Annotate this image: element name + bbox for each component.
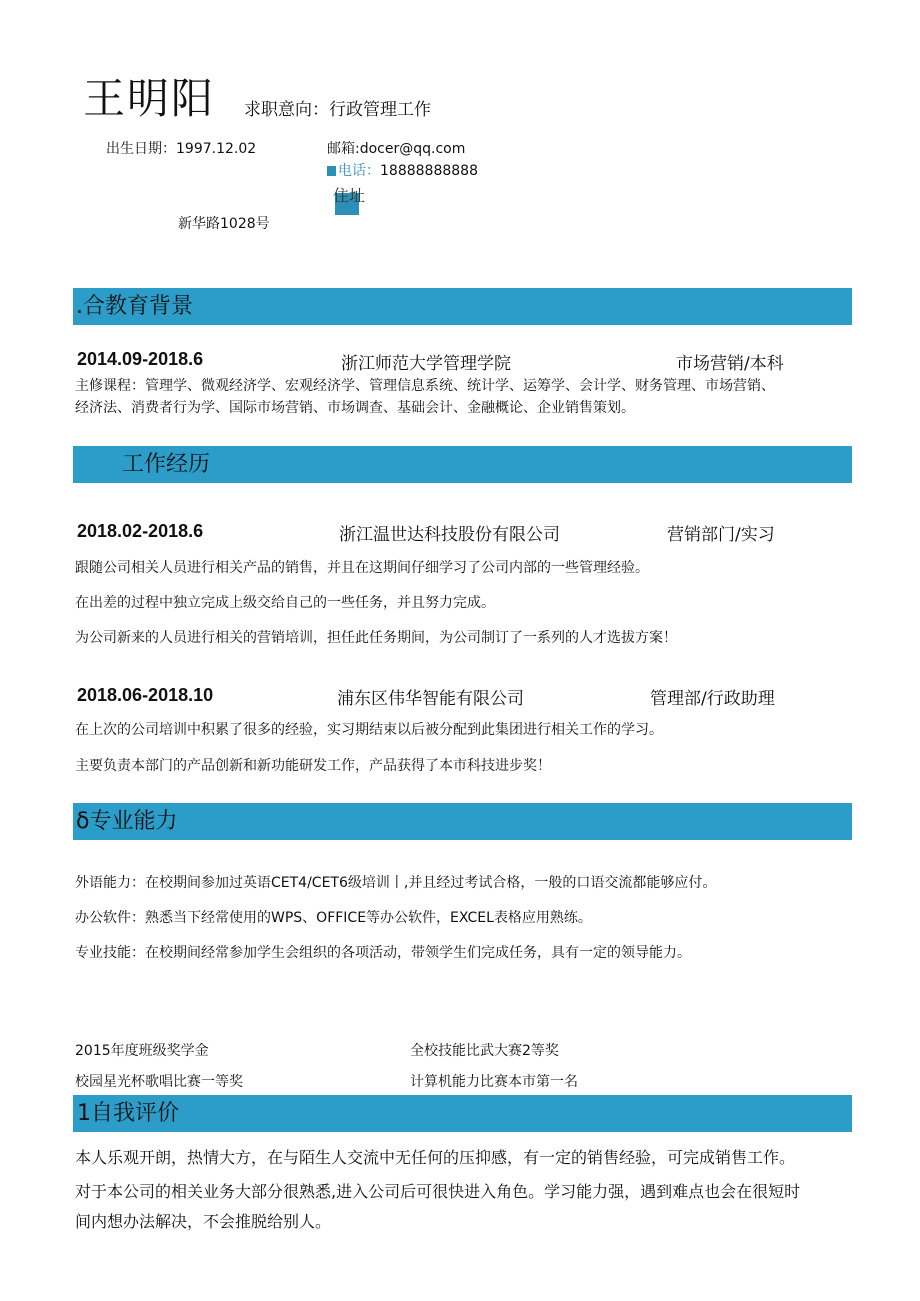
address-label-block <box>333 183 365 206</box>
job-intent: 求职意向：行政管理工作 <box>244 100 431 120</box>
award-item: 计算机能力比赛本市第一名 <box>410 1074 578 1090</box>
section-title-work: 工作经历 <box>122 452 211 477</box>
education-major: 市场营销/本科 <box>676 354 784 374</box>
skill-line: 外语能力：在校期间参加过英语CET4/CET6级培训丨,并且经过考试合格，一般的口语交流都能够应付。 <box>75 875 717 891</box>
self-eval-line: 间内想办法解决，不会推脱给别人。 <box>75 1212 332 1231</box>
award-item: 校园星光杯歌唱比赛一等奖 <box>75 1074 243 1090</box>
phone-label: 电话： <box>338 163 380 179</box>
education-courses-line1: 主修课程：管理学、微观经济学、宏观经济学、管理信息系统、统计学、运筹学、会计学、财务管理、市场营销、 <box>75 378 775 394</box>
job-desc-line: 主要负责本部门的产品创新和新功能研发工作，产品获得了本市科技进步奖！ <box>75 758 551 774</box>
job-desc-line: 在上次的公司培训中积累了很多的经验，实习期结束以后被分配到此集团进行相关工作的学习。 <box>75 722 663 738</box>
address-value: 新华路1028号 <box>178 216 270 232</box>
education-courses-line2: 经济法、消费者行为学、国际市场营销、市场调查、基础会计、金融概论、企业销售策划。 <box>75 400 635 416</box>
phone-marker-icon <box>327 166 336 176</box>
section-title-education: .合教育背景 <box>76 294 193 319</box>
job-date: 2018.06-2018.10 <box>77 685 214 705</box>
job-company: 浙江温世达科技股份有限公司 <box>339 525 560 545</box>
self-eval-line: 对于本公司的相关业务大部分很熟悉,进入公司后可很快进入角色。学习能力强，遇到难点也会在很短时 <box>75 1182 801 1201</box>
job-company: 浦东区伟华智能有限公司 <box>337 689 524 709</box>
email: 邮箱:docer@qq.com <box>327 141 466 157</box>
job-desc-line: 跟随公司相关人员进行相关产品的销售，并且在这期间仔细学习了公司内部的一些管理经验。 <box>75 560 649 576</box>
address-label: 住址 <box>333 186 366 205</box>
job-date: 2018.02-2018.6 <box>77 521 204 541</box>
section-title-self: 1自我评价 <box>77 1101 179 1126</box>
education-school: 浙江师范大学管理学院 <box>341 354 511 374</box>
job-role: 管理部/行政助理 <box>650 689 775 709</box>
section-bar-skills <box>73 803 852 840</box>
award-item: 2015年度班级奖学金 <box>75 1043 209 1059</box>
section-bar-work <box>73 446 852 483</box>
section-bar-self <box>73 1095 852 1132</box>
education-date: 2014.09-2018.6 <box>77 349 204 369</box>
section-bar-education <box>73 288 852 325</box>
award-item: 全校技能比武大赛2等奖 <box>410 1043 559 1059</box>
self-eval-line: 本人乐观开朗，热情大方，在与陌生人交流中无任何的压抑感，有一定的销售经验，可完成销售工作。 <box>75 1148 796 1167</box>
section-title-skills: δ专业能力 <box>76 809 178 834</box>
job-desc-line: 为公司新来的人员进行相关的营销培训，担任此任务期间，为公司制订了一系列的人才选拔方案！ <box>75 630 677 646</box>
phone <box>327 160 478 180</box>
skill-line: 办公软件：熟悉当下经常使用的WPS、OFFICE等办公软件，EXCEL表格应用熟练。 <box>75 910 592 926</box>
job-desc-line: 在出差的过程中独立完成上级交给自己的一些任务，并且努力完成。 <box>75 595 495 611</box>
birth-date: 出生日期：1997.12.02 <box>106 141 257 157</box>
phone-value: 18888888888 <box>380 163 478 179</box>
job-role: 营销部门/实习 <box>667 525 775 545</box>
skill-line: 专业技能：在校期间经常参加学生会组织的各项活动，带领学生们完成任务，具有一定的领导能力。 <box>75 945 691 961</box>
candidate-name: 王明阳 <box>83 74 216 123</box>
